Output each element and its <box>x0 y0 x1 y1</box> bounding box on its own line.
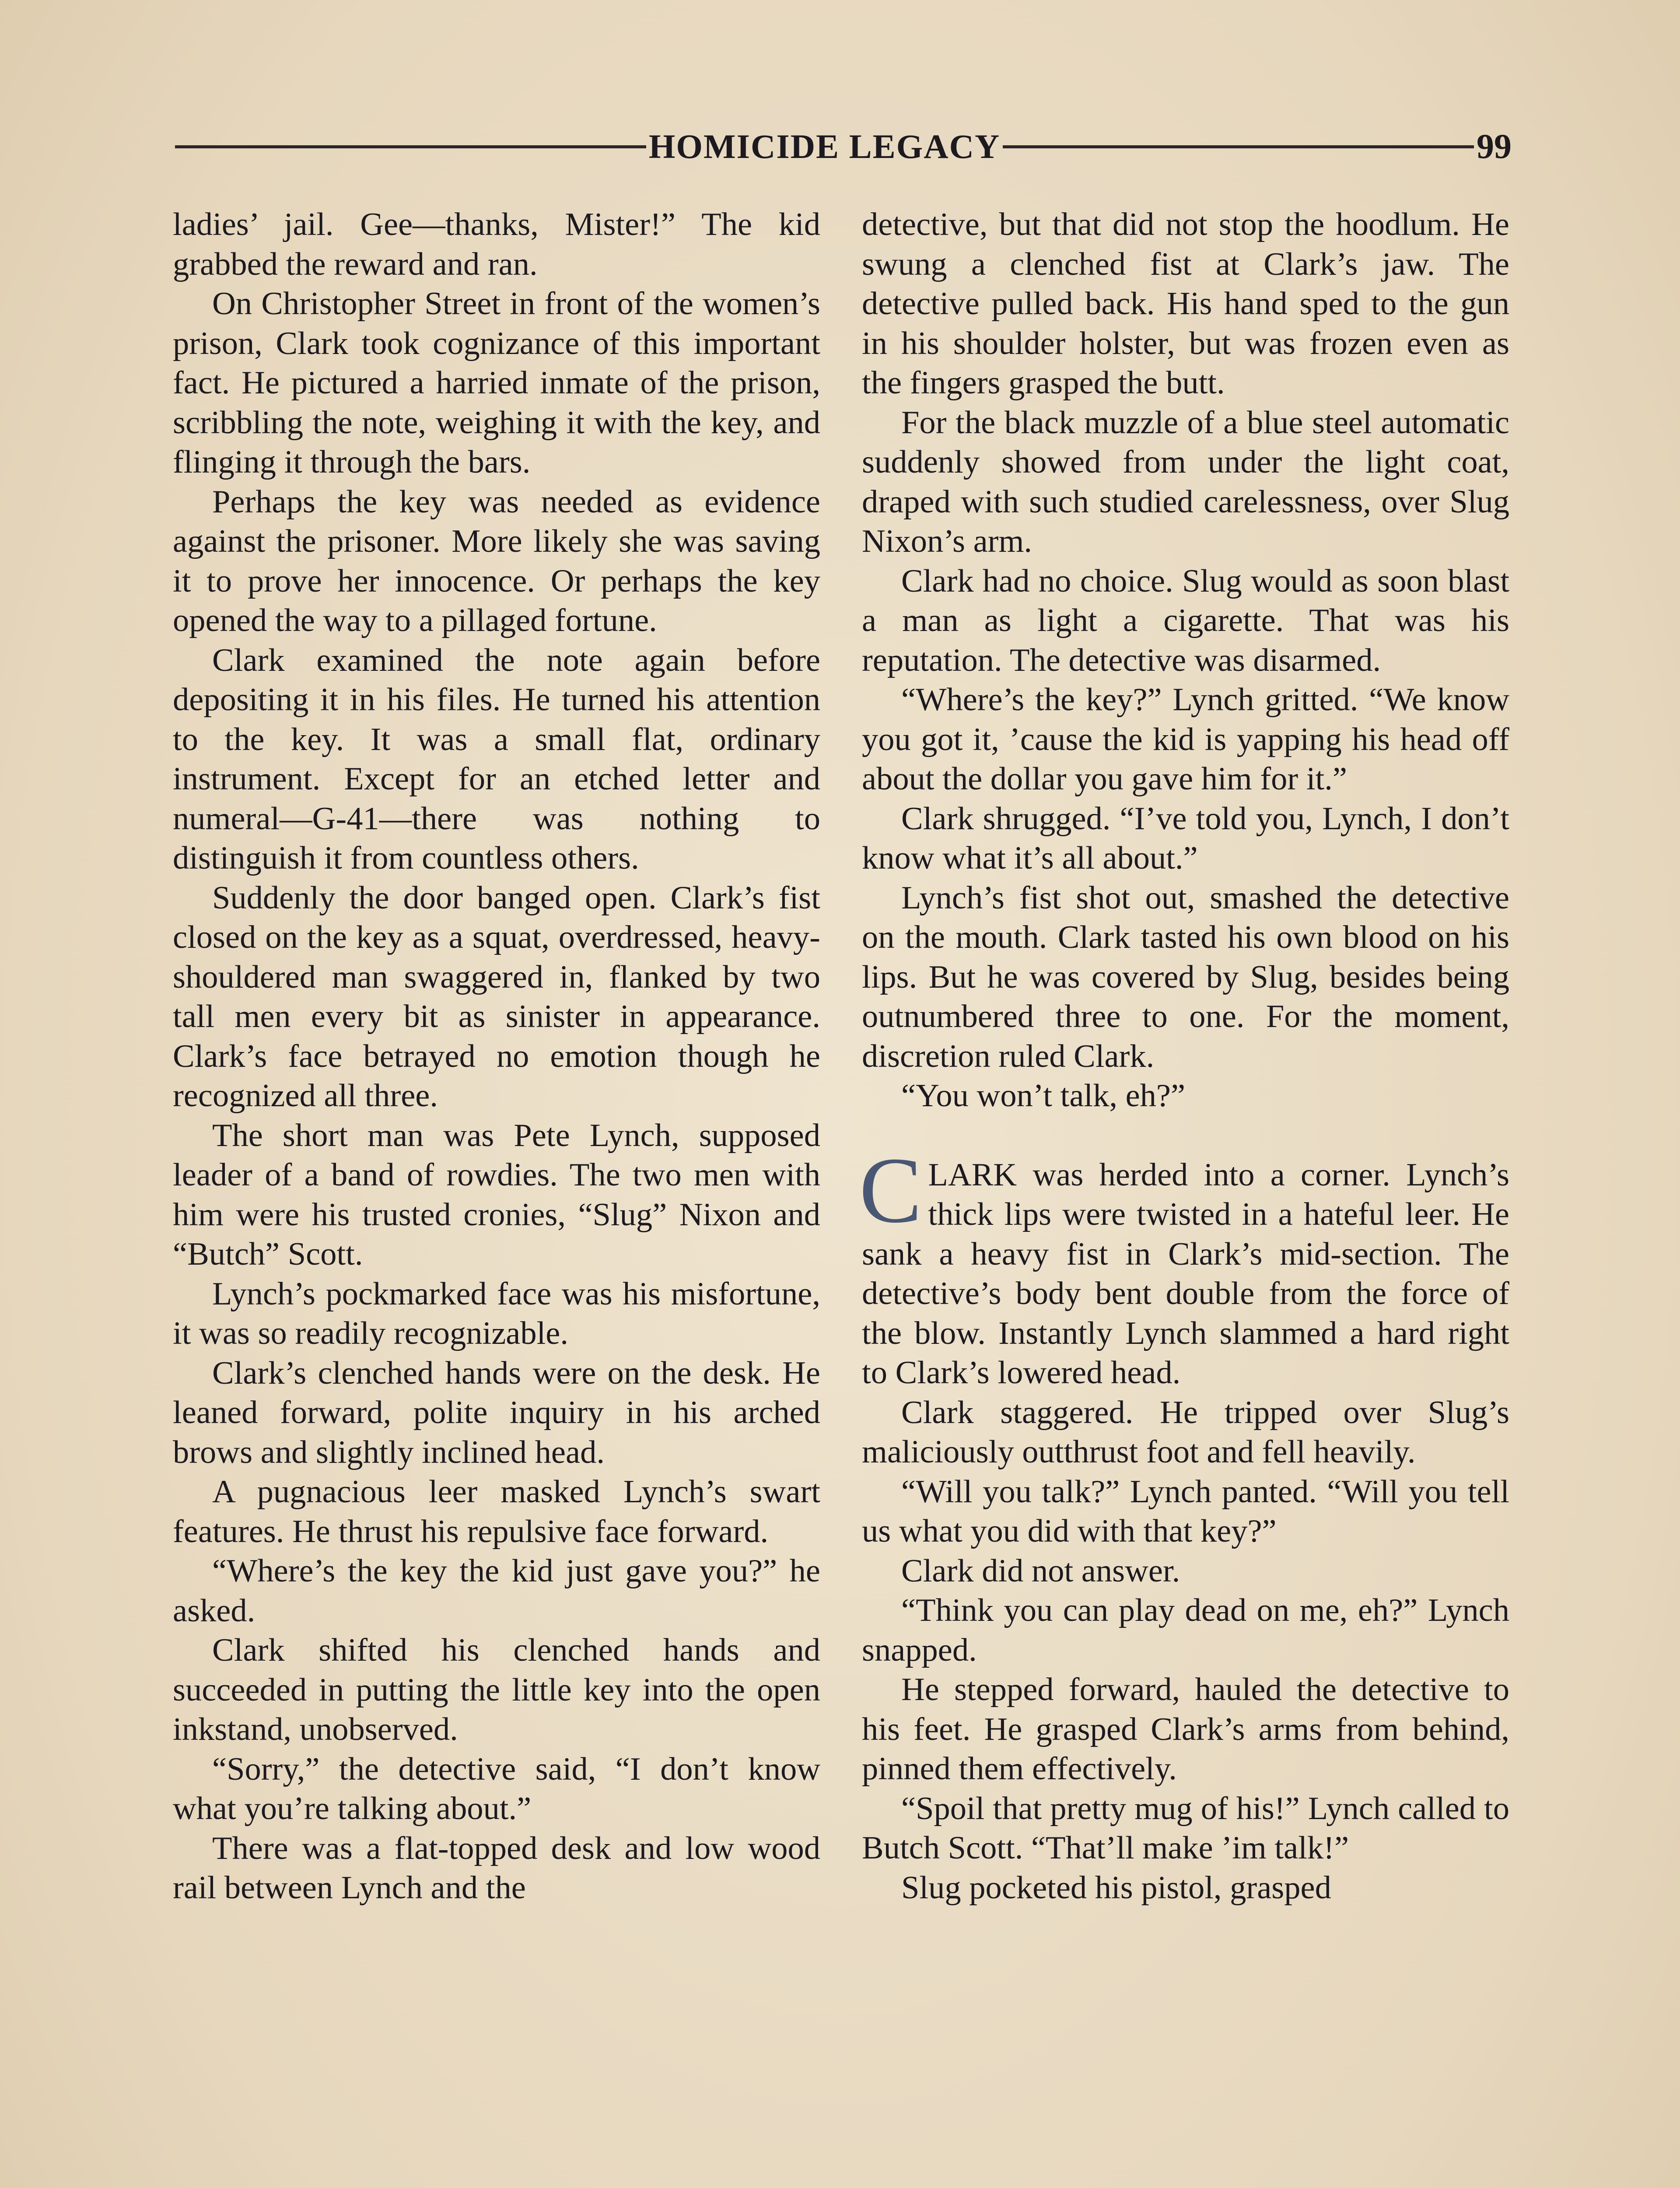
paragraph <box>862 1670 1509 1789</box>
paragraph-text: Clark examined the note again before depositing it in his files. He turned his attention to the key. It was a small flat, ordinary instrument. Except for an etched letter and numeral—G-41—there was nothing to distinguish it from countless others. <box>173 642 820 876</box>
paragraph <box>173 1829 820 1908</box>
paragraph <box>862 1868 1509 1908</box>
right-text-column <box>859 205 1509 1907</box>
paragraph <box>859 1137 1509 1393</box>
paragraph-text: Lynch’s fist shot out, smashed the detective on the mouth. Clark tasted his own blood on his lips. But he was covered by Slug, besides being outnumbered three to one. For the moment, discretion ruled Clark. <box>862 880 1509 1074</box>
paragraph <box>173 205 820 284</box>
header-rule-right <box>1003 145 1474 148</box>
paragraph <box>173 1116 820 1274</box>
paragraph-text: “Will you talk?” Lynch panted. “Will you tell us what you did with that key?” <box>862 1473 1509 1549</box>
paragraph-text: detective, but that did not stop the hoodlum. He swung a clenched fist at Clark’s jaw. The detective pulled back. His hand sped to the gun in his shoulder holster, but was frozen even as the fingers grasped the butt. <box>862 207 1509 401</box>
paragraph <box>862 1393 1509 1472</box>
paragraph-text: He stepped forward, hauled the detective to his feet. He grasped Clark’s arms from behind, pinned them effectively. <box>862 1672 1509 1787</box>
paragraph-text: There was a flat-topped desk and low wood rail between Lynch and the <box>173 1830 820 1906</box>
running-head <box>175 123 1512 171</box>
paragraph <box>173 1750 820 1829</box>
paragraph <box>173 1274 820 1353</box>
paragraph <box>862 205 1509 403</box>
paragraph-text: ladies’ jail. Gee—thanks, Mister!” The kid grabbed the reward and ran. <box>173 207 820 282</box>
paragraph-text: Lynch’s pockmarked face was his misfortune, it was so readily recognizable. <box>173 1276 820 1351</box>
paragraph-text: A pugnacious leer masked Lynch’s swart features. He thrust his repulsive face forward. <box>173 1474 820 1550</box>
header-rule-left <box>175 145 646 148</box>
paragraph-text: LARK was herded into a corner. Lynch’s thick lips were twisted in a hateful leer. He sank a heavy fist in Clark’s mid-section. The detective’s body bent double from the force of the blow. Instantly Lynch slammed a hard right to Clark’s lowered head. <box>862 1157 1509 1391</box>
paragraph <box>862 799 1509 878</box>
paragraph <box>862 561 1509 680</box>
paragraph <box>862 1472 1509 1551</box>
paragraph <box>173 878 820 1116</box>
paragraph <box>173 1472 820 1551</box>
paragraph <box>862 403 1509 561</box>
paragraph <box>173 1551 820 1630</box>
paragraph <box>862 1591 1509 1670</box>
page-number: 99 <box>1477 127 1512 166</box>
paragraph <box>173 1353 820 1473</box>
paragraph-text: On Christopher Street in front of the women’s prison, Clark took cognizance of this important fact. He pictured a harried inmate of the prison, scribbling the note, weighing it with the key, and flinging it through the bars. <box>173 286 820 480</box>
paragraph-text: “Think you can play dead on me, eh?” Lynch snapped. <box>862 1592 1509 1668</box>
paragraph-text: “Spoil that pretty mug of his!” Lynch called to Butch Scott. “That’ll make ’im talk!” <box>862 1790 1509 1866</box>
paragraph <box>173 1630 820 1750</box>
paragraph <box>173 641 820 878</box>
left-text-column <box>173 205 820 1908</box>
paragraph-text: Clark did not answer. <box>901 1553 1180 1589</box>
paragraph <box>173 482 820 641</box>
paragraph-text: “Where’s the key the kid just gave you?” he asked. <box>173 1553 820 1629</box>
drop-cap: C <box>859 1137 922 1242</box>
paragraph-text: Clark shifted his clenched hands and succeeded in putting the little key into the open inkstand, unobserved. <box>173 1632 820 1747</box>
paragraph-text: “Where’s the key?” Lynch gritted. “We know you got it, ’cause the kid is yapping his head off about the dollar you gave him for it.” <box>862 682 1509 797</box>
paragraph-text: Suddenly the door banged open. Clark’s fist closed on the key as a squat, overdressed, heavy-shouldered man swaggered in, flanked by two tall men every bit as sinister in appearance. Clark’s face betrayed no emotion though he recognized all three. <box>173 880 820 1114</box>
paragraph-text: “Sorry,” the detective said, “I don’t know what you’re talking about.” <box>173 1751 820 1827</box>
paragraph-text: Clark had no choice. Slug would as soon blast a man as light a cigarette. That was his reputation. The detective was disarmed. <box>862 563 1509 678</box>
paragraph-text: Clark staggered. He tripped over Slug’s maliciously outthrust foot and fell heavily. <box>862 1394 1509 1470</box>
paragraph-text: Clark shrugged. “I’ve told you, Lynch, I don’t know what it’s all about.” <box>862 800 1509 876</box>
paragraph <box>173 284 820 482</box>
running-title: HOMICIDE LEGACY <box>648 127 1001 165</box>
paragraph <box>862 878 1509 1076</box>
paragraph-text: “You won’t talk, eh?” <box>901 1078 1186 1114</box>
paragraph-text: Clark’s clenched hands were on the desk. He leaned forward, polite inquiry in his arched brows and slightly inclined head. <box>173 1355 820 1470</box>
paragraph-text: For the black muzzle of a blue steel automatic suddenly showed from under the light coat, draped with such studied carelessness, over Slug Nixon’s arm. <box>862 404 1509 559</box>
paragraph-text: The short man was Pete Lynch, supposed leader of a band of rowdies. The two men with him were his trusted cronies, “Slug” Nixon and “Butch” Scott. <box>173 1117 820 1272</box>
paragraph <box>862 1076 1509 1116</box>
paragraph <box>862 1551 1509 1591</box>
paragraph-text: Slug pocketed his pistol, grasped <box>901 1869 1331 1906</box>
paragraph <box>862 1789 1509 1868</box>
paragraph <box>862 680 1509 799</box>
paragraph-text: Perhaps the key was needed as evidence against the prisoner. More likely she was saving it to prove her innocence. Or perhaps the key opened the way to a pillaged fortune. <box>173 484 820 638</box>
